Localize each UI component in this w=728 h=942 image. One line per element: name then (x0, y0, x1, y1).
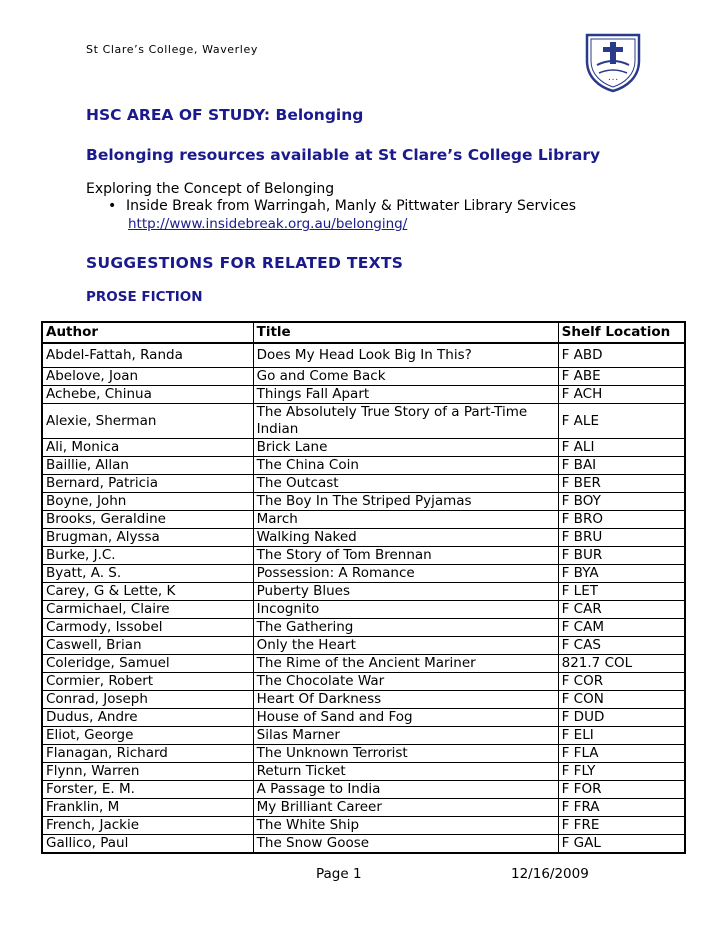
shelf-cell: F BER (558, 475, 685, 493)
college-crest-logo (583, 29, 643, 93)
title-cell: Things Fall Apart (253, 386, 558, 404)
author-cell: Flynn, Warren (42, 763, 253, 781)
table-row (42, 655, 685, 673)
author-cell: Brooks, Geraldine (42, 511, 253, 529)
page-title: HSC AREA OF STUDY: Belonging (86, 106, 364, 124)
table-row (42, 835, 685, 854)
shelf-cell: F CAR (558, 601, 685, 619)
table-header-row (42, 322, 685, 343)
author-cell: Baillie, Allan (42, 457, 253, 475)
author-cell: Brugman, Alyssa (42, 529, 253, 547)
category-heading: PROSE FICTION (86, 289, 203, 305)
shelf-cell: F ALI (558, 439, 685, 457)
title-cell: The White Ship (253, 817, 558, 835)
table-row (42, 457, 685, 475)
title-cell: The Boy In The Striped Pyjamas (253, 493, 558, 511)
suggestions-heading: SUGGESTIONS FOR RELATED TEXTS (86, 254, 404, 272)
table-row (42, 565, 685, 583)
page-number: Page 1 (316, 866, 362, 882)
table-row (42, 583, 685, 601)
title-cell: The Outcast (253, 475, 558, 493)
svg-text:• • •: • • • (608, 77, 618, 82)
bullet-item (108, 198, 576, 214)
author-cell: Achebe, Chinua (42, 386, 253, 404)
author-cell: Bernard, Patricia (42, 475, 253, 493)
title-cell: House of Sand and Fog (253, 709, 558, 727)
author-cell: Ali, Monica (42, 439, 253, 457)
bullet-text: Inside Break from Warringah, Manly & Pittwater Library Services (126, 198, 577, 214)
author-cell: Abelove, Joan (42, 368, 253, 386)
column-header-title: Title (253, 322, 558, 343)
author-cell: Gallico, Paul (42, 835, 253, 854)
table-row (42, 547, 685, 565)
author-cell: Coleridge, Samuel (42, 655, 253, 673)
header-school-name: St Clare’s College, Waverley (86, 43, 258, 56)
title-cell: Heart Of Darkness (253, 691, 558, 709)
title-cell: Brick Lane (253, 439, 558, 457)
title-cell: The Rime of the Ancient Mariner (253, 655, 558, 673)
table-row (42, 709, 685, 727)
author-cell: Cormier, Robert (42, 673, 253, 691)
shelf-cell: F FLA (558, 745, 685, 763)
table-row (42, 799, 685, 817)
table-row (42, 386, 685, 404)
title-cell: Possession: A Romance (253, 565, 558, 583)
column-header-author: Author (42, 322, 253, 343)
author-cell: Carmichael, Claire (42, 601, 253, 619)
table-row (42, 404, 685, 439)
table-row (42, 745, 685, 763)
title-cell: Does My Head Look Big In This? (253, 343, 558, 368)
title-cell: Silas Marner (253, 727, 558, 745)
table-row (42, 727, 685, 745)
shelf-cell: 821.7 COL (558, 655, 685, 673)
title-cell: The China Coin (253, 457, 558, 475)
document-date: 12/16/2009 (511, 866, 589, 882)
author-cell: Eliot, George (42, 727, 253, 745)
shelf-cell: F COR (558, 673, 685, 691)
title-cell: The Gathering (253, 619, 558, 637)
shelf-cell: F ALE (558, 404, 685, 439)
table-row (42, 529, 685, 547)
table-row (42, 601, 685, 619)
author-cell: Flanagan, Richard (42, 745, 253, 763)
table-row (42, 368, 685, 386)
table-row (42, 493, 685, 511)
shelf-cell: F CAM (558, 619, 685, 637)
shelf-cell: F CON (558, 691, 685, 709)
title-cell: A Passage to India (253, 781, 558, 799)
table-row (42, 763, 685, 781)
shelf-cell: F BUR (558, 547, 685, 565)
column-header-shelf: Shelf Location (558, 322, 685, 343)
table-row (42, 817, 685, 835)
title-cell: Puberty Blues (253, 583, 558, 601)
shelf-cell: F LET (558, 583, 685, 601)
shelf-cell: F ACH (558, 386, 685, 404)
shelf-cell: F DUD (558, 709, 685, 727)
shelf-cell: F BRU (558, 529, 685, 547)
author-cell: Boyne, John (42, 493, 253, 511)
author-cell: Caswell, Brian (42, 637, 253, 655)
shelf-cell: F ABD (558, 343, 685, 368)
title-cell: The Chocolate War (253, 673, 558, 691)
title-cell: The Story of Tom Brennan (253, 547, 558, 565)
shelf-cell: F ELI (558, 727, 685, 745)
shelf-cell: F FOR (558, 781, 685, 799)
shelf-cell: F ABE (558, 368, 685, 386)
title-cell: The Unknown Terrorist (253, 745, 558, 763)
author-cell: Byatt, A. S. (42, 565, 253, 583)
exploring-text: Exploring the Concept of Belonging (86, 181, 335, 197)
shelf-cell: F FRE (558, 817, 685, 835)
shelf-cell: F BOY (558, 493, 685, 511)
shelf-cell: F FLY (558, 763, 685, 781)
title-cell: The Absolutely True Story of a Part-Time Indian (253, 404, 558, 439)
table-row (42, 511, 685, 529)
author-cell: Alexie, Sherman (42, 404, 253, 439)
shelf-cell: F CAS (558, 637, 685, 655)
shelf-cell: F BAI (558, 457, 685, 475)
book-table (41, 321, 686, 854)
table-row (42, 439, 685, 457)
shelf-cell: F BYA (558, 565, 685, 583)
title-cell: The Snow Goose (253, 835, 558, 854)
shelf-cell: F GAL (558, 835, 685, 854)
author-cell: Abdel-Fattah, Randa (42, 343, 253, 368)
table-row (42, 691, 685, 709)
author-cell: Franklin, M (42, 799, 253, 817)
author-cell: Carey, G & Lette, K (42, 583, 253, 601)
bullet-icon: • (108, 198, 117, 214)
author-cell: Forster, E. M. (42, 781, 253, 799)
title-cell: Go and Come Back (253, 368, 558, 386)
table-row (42, 637, 685, 655)
shelf-cell: F BRO (558, 511, 685, 529)
title-cell: March (253, 511, 558, 529)
title-cell: Only the Heart (253, 637, 558, 655)
resources-heading: Belonging resources available at St Clare’s College Library (86, 146, 601, 164)
inside-break-link[interactable]: http://www.insidebreak.org.au/belonging/ (128, 216, 408, 232)
title-cell: Walking Naked (253, 529, 558, 547)
shelf-cell: F FRA (558, 799, 685, 817)
table-row (42, 619, 685, 637)
table-row (42, 343, 685, 368)
author-cell: Burke, J.C. (42, 547, 253, 565)
author-cell: French, Jackie (42, 817, 253, 835)
author-cell: Carmody, Issobel (42, 619, 253, 637)
title-cell: Return Ticket (253, 763, 558, 781)
table-row (42, 673, 685, 691)
table-row (42, 475, 685, 493)
title-cell: Incognito (253, 601, 558, 619)
author-cell: Dudus, Andre (42, 709, 253, 727)
table-row (42, 781, 685, 799)
title-cell: My Brilliant Career (253, 799, 558, 817)
author-cell: Conrad, Joseph (42, 691, 253, 709)
